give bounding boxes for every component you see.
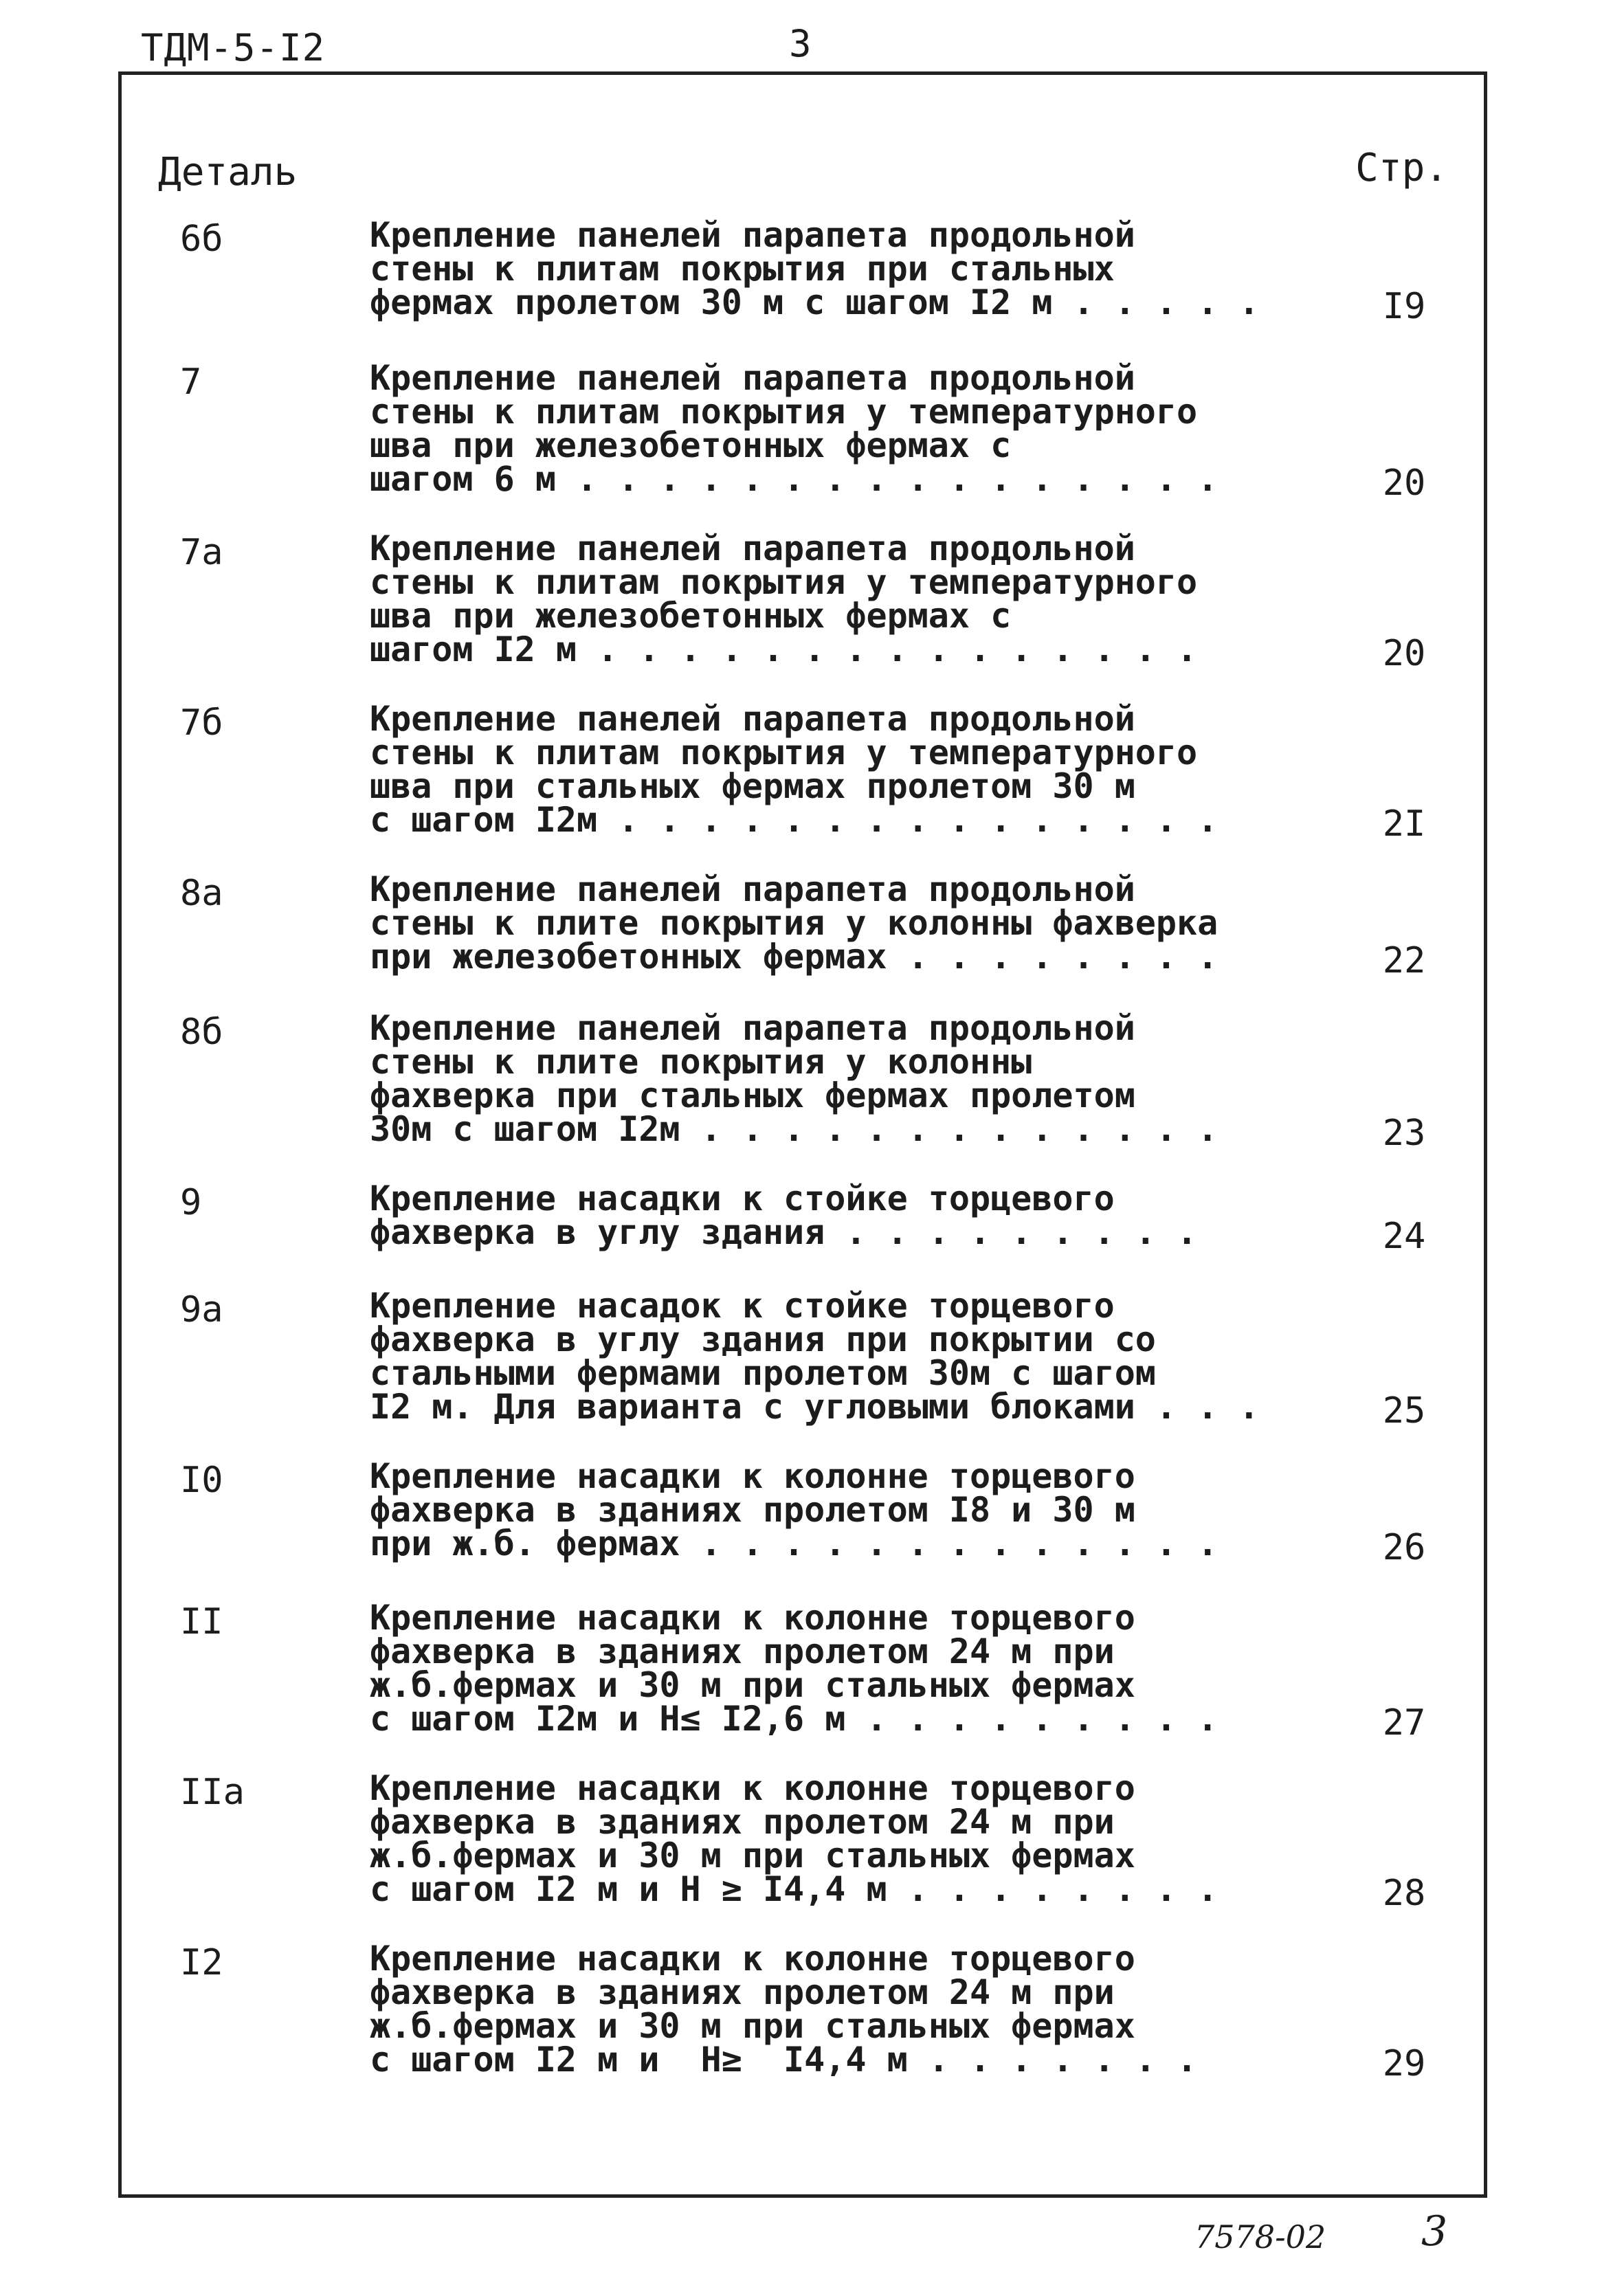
sheet-number: 3 bbox=[1421, 2207, 1448, 2256]
page-reference: 26 bbox=[1382, 1527, 1426, 1568]
detail-description: Крепление насадки к колонне торцевого фахверка в зданиях пролетом I8 и 30 м при ж.б. фермах . . . . . . . . . . . . . bbox=[370, 1456, 1219, 1563]
page-reference: 29 bbox=[1382, 2043, 1426, 2084]
page-reference: 28 bbox=[1382, 1873, 1426, 1914]
detail-description: Крепление насадки к колонне торцевого фахверка в зданиях пролетом 24 м при ж.б.фермах и 30 м при стальных фермах с шагом I2м и H≤ I2,6 м . . . . . . . . . bbox=[370, 1598, 1219, 1739]
detail-number: 7 bbox=[180, 361, 202, 403]
page-reference: 27 bbox=[1382, 1702, 1426, 1744]
detail-number: II bbox=[180, 1601, 223, 1642]
detail-number: 7б bbox=[180, 702, 223, 744]
detail-description: Крепление панелей парапета продольной стены к плитам покрытия при стальных фермах пролетом 30 м с шагом I2 м . . . . . bbox=[370, 215, 1260, 322]
detail-description: Крепление панелей парапета продольной стены к плитам покрытия у температурного шва при стальных фермах пролетом 30 м с шагом I2м . . . . . . . . . . . . . . . bbox=[370, 699, 1219, 840]
page-reference: 2I bbox=[1382, 803, 1426, 845]
detail-number: 8б bbox=[180, 1012, 223, 1053]
detail-number: I2 bbox=[180, 1942, 223, 1983]
doc-code: ТДМ-5-I2 bbox=[141, 26, 326, 69]
page-reference: 25 bbox=[1382, 1390, 1426, 1432]
page-reference: 20 bbox=[1382, 633, 1426, 674]
page-reference: 22 bbox=[1382, 940, 1426, 981]
detail-number: 8а bbox=[180, 873, 223, 914]
detail-description: Крепление панелей парапета продольной стены к плитам покрытия у температурного шва при железобетонных фермах с шагом I2 м . . . . . . . . . . . . . . . bbox=[370, 528, 1198, 669]
archive-stamp: 7578-02 bbox=[1194, 2218, 1326, 2256]
detail-number: 6б bbox=[180, 219, 223, 260]
detail-description: Крепление панелей парапета продольной стены к плитам покрытия у температурного шва при железобетонных фермах с шагом 6 м . . . . . . . . . . . . . . . . bbox=[370, 358, 1219, 499]
detail-description: Крепление насадки к стойке торцевого фахверка в углу здания . . . . . . . . . bbox=[370, 1179, 1198, 1252]
detail-description: Крепление насадки к колонне торцевого фахверка в зданиях пролетом 24 м при ж.б.фермах и 30 м при стальных фермах с шагом I2 м и H≥ I4,4 м . . . . . . . bbox=[370, 1939, 1198, 2080]
detail-description: Крепление панелей парапета продольной стены к плите покрытия у колонны фахверка при стальных фермах пролетом 30м с шагом I2м . . . . . . . . . . . . . bbox=[370, 1008, 1219, 1149]
detail-number: IIа bbox=[180, 1772, 245, 1813]
column-header-page: Стр. bbox=[1355, 146, 1448, 190]
page-reference: 23 bbox=[1382, 1113, 1426, 1154]
detail-description: Крепление насадки к колонне торцевого фахверка в зданиях пролетом 24 м при ж.б.фермах и 30 м при стальных фермах с шагом I2 м и H ≥ I4,4 м . . . . . . . . bbox=[370, 1768, 1219, 1909]
page-reference: I9 bbox=[1382, 286, 1426, 327]
page-reference: 24 bbox=[1382, 1216, 1426, 1257]
detail-number: 7а bbox=[180, 532, 223, 573]
detail-number: 9 bbox=[180, 1182, 202, 1223]
detail-description: Крепление панелей парапета продольной стены к плите покрытия у колонны фахверка при железобетонных фермах . . . . . . . . bbox=[370, 869, 1219, 977]
column-header-detail: Деталь bbox=[158, 150, 298, 194]
detail-number: I0 bbox=[180, 1460, 223, 1501]
page-reference: 20 bbox=[1382, 463, 1426, 504]
page-number: 3 bbox=[789, 22, 812, 65]
detail-description: Крепление насадок к стойке торцевого фахверка в углу здания при покрытии со стальными фермами пролетом 30м с шагом I2 м. Для варианта с угловыми блоками . . . bbox=[370, 1286, 1260, 1427]
detail-number: 9а bbox=[180, 1289, 223, 1330]
